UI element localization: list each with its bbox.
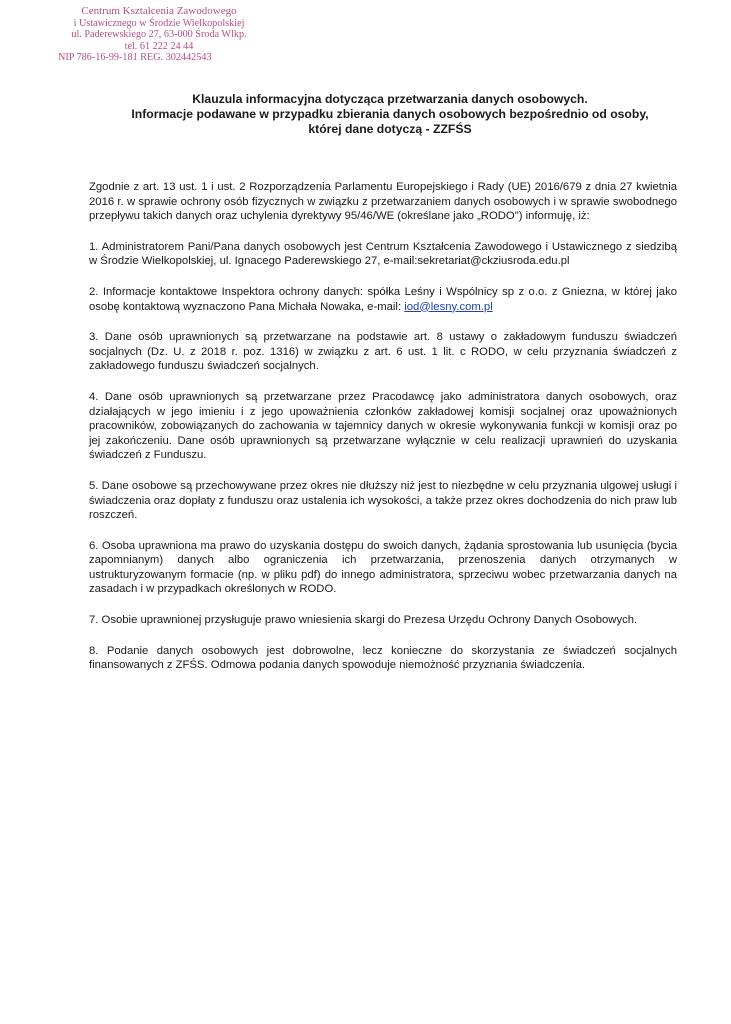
institution-stamp bbox=[44, 6, 274, 64]
point-2-text: 2. Informacje kontaktowe Inspektora ochrony danych: spółka Leśny i Wspólnicy sp z o.o. z Gniezna, w której jako osobę kontaktową wyznaczono Pana Michała Nowaka, e-mail: bbox=[89, 285, 677, 313]
document-heading bbox=[90, 92, 690, 137]
point-4-processing: 4. Dane osób uprawnionych są przetwarzane przez Pracodawcę jako administratora danych osobowych, oraz działających w jego imieniu i z jego upoważnienia członków zakładowej komisji socjalnej oraz upoważnionych pracowników, zobowiązanych do zachowania w tajemnicy danych w okresie wykonywania funkcji w komisji oraz po jej zakończeniu. Dane osób uprawnionych są przetwarzane wyłącznie w celu realizacji uprawnień do uzyskania świadczeń z Funduszu. bbox=[89, 390, 677, 462]
point-8-voluntary: 8. Podanie danych osobowych jest dobrowolne, lecz konieczne do skorzystania ze świadczeń socjalnych finansowanych z ZFŚS. Odmowa podania danych spowoduje niemożność przyznania świadczenia. bbox=[89, 644, 677, 672]
heading-line-1: Klauzula informacyjna dotycząca przetwarzania danych osobowych. bbox=[192, 92, 588, 106]
point-6-rights: 6. Osoba uprawniona ma prawo do uzyskania dostępu do swoich danych, żądania sprostowania lub usunięcia (bycia zapomnianym) danych albo ograniczenia ich przetwarzania, przenoszenia danych otrzymanych w ustrukturyzowanym formacie (np. w pliku pdf) do innego administratora, sprzeciwu wobec przetwarzania danych na zasadach i w przypadkach określonych w RODO. bbox=[89, 539, 677, 596]
point-1-administrator: 1. Administratorem Pani/Pana danych osobowych jest Centrum Kształcenia Zawodowego i Ustawicznego z siedzibą w Środzie Wielkopolskiej, ul. Ignacego Paderewskiego 27, e-mail:sekretariat@ckziusroda.edu.pl bbox=[89, 240, 677, 268]
stamp-line-name-cont: i Ustawicznego w Środzie Wielkopolskiej bbox=[73, 17, 245, 29]
stamp-line-address: ul. Paderewskiego 27, 63-000 Środa Wlkp. bbox=[71, 29, 247, 41]
point-3-legal-basis: 3. Dane osób uprawnionych są przetwarzane na podstawie art. 8 ustawy o zakładowym funduszu świadczeń socjalnych (Dz. U. z 2018 r. poz. 1316) w związku z art. 6 ust. 1 lit. c RODO, w celu przyznania świadczeń z zakładowego funduszu świadczeń socjalnych. bbox=[89, 331, 677, 373]
iod-email-link[interactable]: iod@lesny.com.pl bbox=[404, 300, 493, 313]
heading-line-3: której dane dotyczą - ZZFŚS bbox=[308, 122, 472, 136]
heading-line-2: Informacje podawane w przypadku zbierania danych osobowych bezpośrednio od osoby, bbox=[131, 107, 649, 121]
intro-paragraph: Zgodnie z art. 13 ust. 1 i ust. 2 Rozporządzenia Parlamentu Europejskiego i Rady (UE) 2016/679 z dnia 27 kwietnia 2016 r. w sprawie ochrony osób fizycznych w związku z przetwarzaniem danych osobowych i w sprawie swobodnego przepływu takich danych oraz uchylenia dyrektywy 95/46/WE (określane jako „RODO") informuję, iż: bbox=[89, 181, 677, 223]
stamp-line-registration: NIP 786-16-99-181 REG. 302442543 bbox=[58, 52, 212, 64]
stamp-line-name: Centrum Kształcenia Zawodowego bbox=[81, 5, 237, 17]
point-2-data-protection-officer bbox=[89, 285, 677, 314]
point-7-complaint: 7. Osobie uprawnionej przysługuje prawo wniesienia skargi do Prezesa Urzędu Ochrony Danych Osobowych. bbox=[89, 614, 638, 627]
document-body bbox=[89, 180, 677, 689]
point-5-retention: 5. Dane osobowe są przechowywane przez okres nie dłuższy niż jest to niezbędne w celu przyznania ulgowej usługi i świadczenia oraz dopłaty z funduszu oraz ustalenia ich wysokości, a także przez okres dochodzenia do nich praw lub roszczeń. bbox=[89, 479, 677, 522]
stamp-line-phone: tel. 61 222 24 44 bbox=[124, 40, 194, 52]
